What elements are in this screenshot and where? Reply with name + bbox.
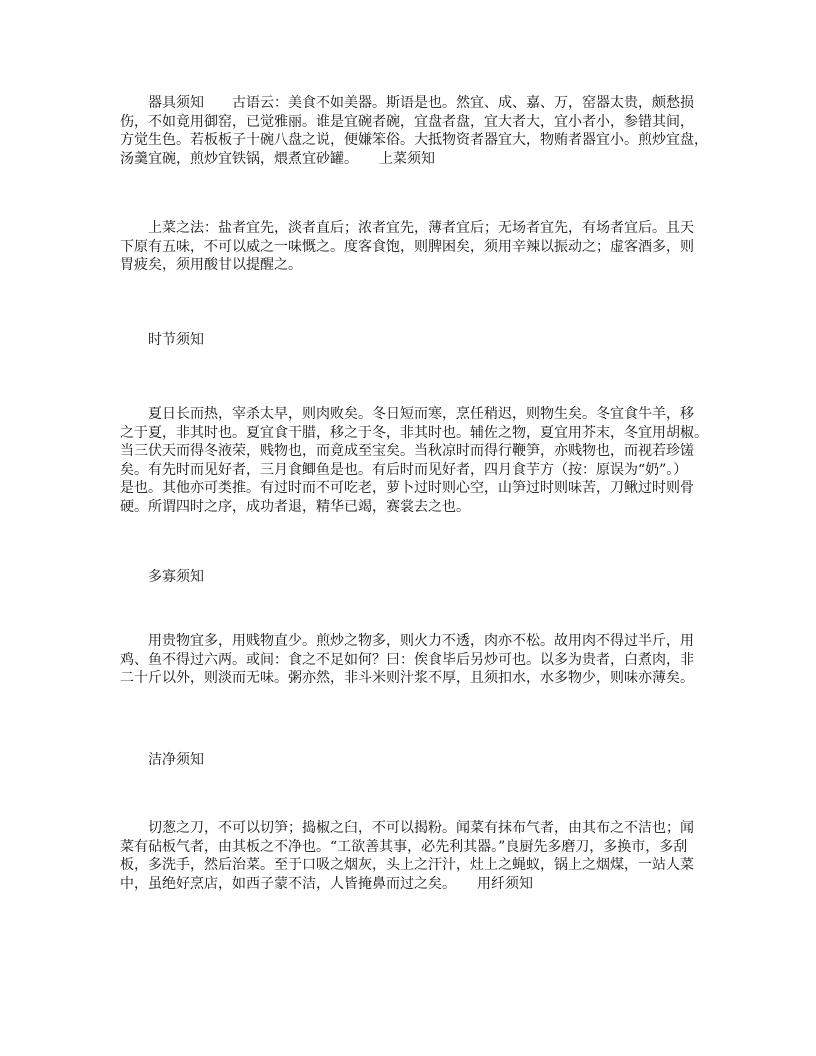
- text-line: 是也。其他亦可类推。有过时而不可吃老，萝卜过时则心空，山笋过时则味苦，刀鳅过时则骨: [120, 480, 694, 496]
- text-line: 鸡、鱼不得过六两。或间：食之不足如何？曰：俟食毕后另炒可也。以多为贵者，白煮肉，非: [120, 651, 694, 668]
- text-line: 汤羹宜碗，煎炒宜铁锅，煨煮宜砂罐。 上菜须知: [120, 150, 435, 167]
- text-line: 胃疲矣，须用酸甘以提醒之。: [120, 257, 302, 273]
- section-heading-cleanliness: 洁净须知: [148, 752, 204, 768]
- paragraph-cleanliness: [120, 819, 700, 893]
- text-line: 用贵物宜多，用贱物直少。煎炒之物多，则火力不透，肉亦不松。故用肉不得过半斤，用: [120, 633, 694, 649]
- paragraph-seasons: [120, 405, 708, 516]
- text-line: 板，多洗手，然后治菜。至于口吸之烟灰，头上之汗汁，灶上之蝇蚁，锅上之烟煤，一站人菜: [120, 857, 694, 873]
- text-line: 器具须知 古语云：美食不如美器。斯语是也。然宜、成、嘉、万，窑器太贵，颇愁损: [120, 95, 694, 111]
- text-line: 切葱之刀，不可以切笋；捣椒之臼，不可以揭粉。闻菜有抹布气者，由其布之不洁也；闻: [120, 820, 694, 836]
- paragraph-quantity: [120, 632, 700, 688]
- text-line: 下原有五味，不可以威之一味慨之。度客食饱，则脾困矣，须用辛辣以振动之；虚客酒多，则: [120, 238, 694, 255]
- text-line: 方觉生色。若板板子十碗八盘之说，便嫌笨俗。大抵物资者器宜大，物贿者器宜小。煎炒宜盘，: [120, 132, 708, 148]
- paragraph-utensils: [120, 94, 708, 168]
- section-heading-quantity: 多寡须知: [148, 569, 204, 585]
- text-line: 伤，不如竟用御窑，已觉雅丽。谁是宜碗者碗，宜盘者盘，宜大者大，宜小者小，参错其间，: [120, 113, 694, 130]
- paragraph-serving: [120, 219, 700, 275]
- text-line: 之于夏，非其时也。夏宜食干腊，移之于冬，非其时也。辅佐之物，夏宜用芥末，冬宜用胡椒。: [120, 424, 708, 441]
- text-line: 中，虽绝好烹店，如西子蒙不洁，人皆掩鼻而过之矣。 用纤须知: [120, 875, 533, 892]
- text-line: 二十斤以外，则淡而无味。粥亦然，非斗米则汁浆不厚，且须扣水，水多物少，则味亦薄矣。: [120, 670, 694, 686]
- text-line: 当三伏天而得冬液荣，贱物也，而竟成至宝矣。当秋凉时而得行鞭笋，亦贱物也，而视若珍馐: [120, 443, 694, 459]
- text-line: 矣。有先时而见好者，三月食鲫鱼是也。有后时而见好者，四月食芋方（按：原误为“奶”。）: [120, 461, 688, 478]
- text-line: 夏日长而热，宰杀太早，则肉败矣。冬日短而寒，烹任稍迟，则物生矣。冬宜食牛羊，移: [120, 406, 694, 422]
- text-line: 硬。所谓四时之序，成功者退，精华已竭，赛裳去之也。: [120, 498, 470, 515]
- text-line: 菜有砧板气者，由其板之不净也。“工欲善其事，必先利其器。”良厨先多磨刀，多换市，多刮: [120, 838, 688, 855]
- text-line: 上菜之法：盐者宜先，淡者直后；浓者宜先，薄者宜后；无场者宜先，有场者宜后。且天: [120, 220, 694, 236]
- section-heading-seasons: 时节须知: [148, 332, 204, 348]
